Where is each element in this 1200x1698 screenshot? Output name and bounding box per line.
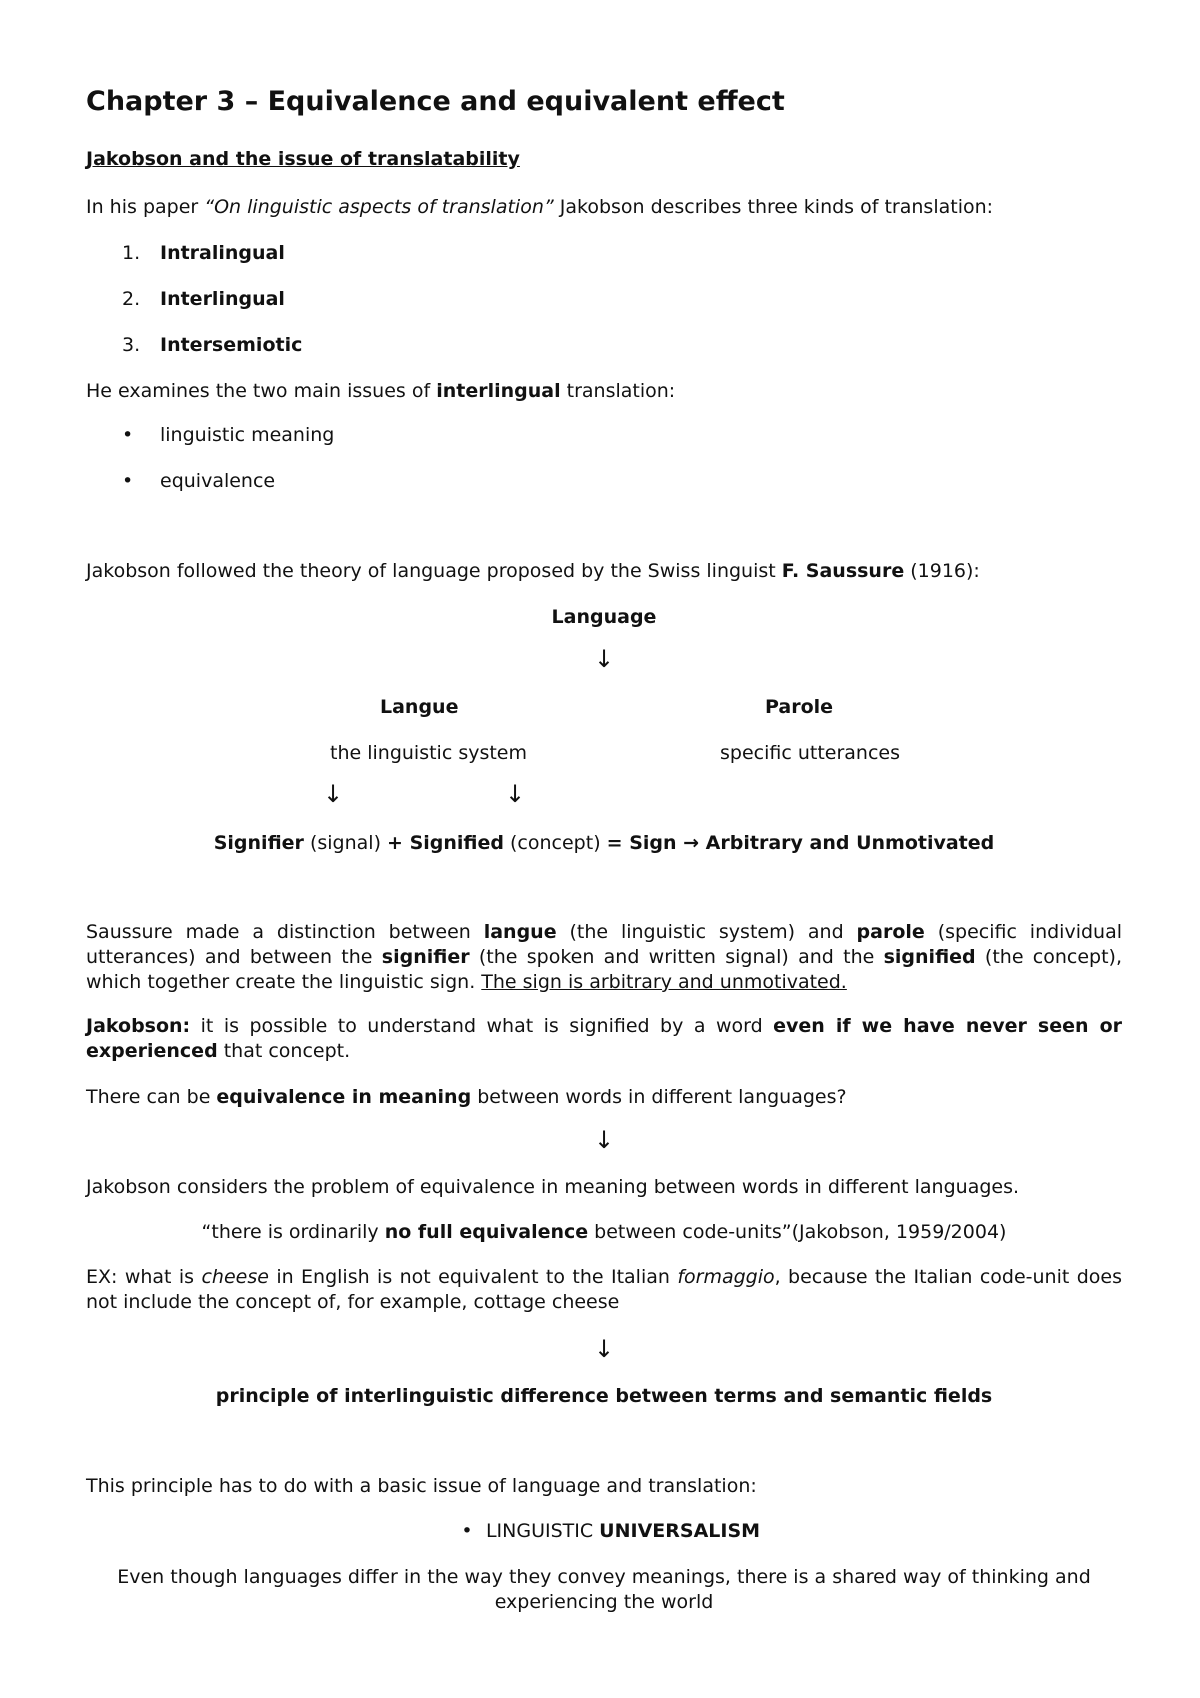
down-arrow-icon: ↓ [593,1126,615,1154]
diagram-sign-equation: Signifier (signal) + Signified (concept) = Sign → Arbitrary and Unmotivated [213,832,995,854]
chapter-title: Chapter 3 – Equivalence and equivalent effect [86,86,785,117]
down-arrow-icon: ↓ [593,1335,615,1363]
list-item-intersemiotic: 3. Intersemiotic [122,334,303,356]
bullet-icon: • [122,424,134,446]
saussure-paragraph: Saussure made a distinction between langue (the linguistic system) and parole (specific individual utterances) and between the signifier (the spoken and written signal) and the signified (the concept), which together create the linguistic sign. The sign is arbitrary and unmotivated. [86,921,1122,993]
intro-paragraph: In his paper “On linguistic aspects of translation” Jakobson describes three kinds of translation: [86,196,994,218]
diagram-language: Language [551,606,657,628]
basic-issue-line: This principle has to do with a basic issue of language and translation: [86,1475,757,1497]
universalism-bullet: • LINGUISTIC UNIVERSALISM [86,1519,1122,1544]
down-arrow-icon: ↓ [505,780,526,808]
bullet-icon: • [461,1520,473,1542]
diagram-langue: Langue [380,696,459,718]
jakobson-paragraph: Jakobson: it is possible to understand what is signified by a word even if we have never seen or experienced that concept. [86,1015,1123,1062]
bullet-equivalence: • equivalence [122,470,276,492]
considers-line: Jakobson considers the problem of equivalence in meaning between words in different languages. [86,1176,1020,1198]
list-item-interlingual: 2. Interlingual [122,288,285,310]
bullet-icon: • [122,470,134,492]
equivalence-question: There can be equivalence in meaning between words in different languages? [86,1086,847,1108]
jakobson-quote: “there is ordinarily no full equivalence between code-units”(Jakobson, 1959/2004) [201,1221,1007,1243]
bullet-linguistic-meaning: • linguistic meaning [122,424,335,446]
principle-line: principle of interlinguistic difference between terms and semantic fields [215,1385,993,1407]
conclusion-line-1: Even though languages differ in the way they convey meanings, there is a shared way of thinking and [117,1566,1091,1588]
diagram-langue-desc: the linguistic system [330,742,528,764]
diagram-parole: Parole [765,696,834,718]
down-arrow-icon: ↓ [593,645,615,673]
down-arrow-icon: ↓ [323,780,344,808]
section-subheading: Jakobson and the issue of translatability [86,148,520,170]
example-paragraph: EX: what is cheese in English is not equivalent to the Italian formaggio, because the Italian code-unit does not include the concept of, for example, cottage cheese [86,1266,1122,1313]
conclusion-line-2: experiencing the world [494,1591,714,1613]
list-item-intralingual: 1. Intralingual [122,242,285,264]
diagram-parole-desc: specific utterances [720,742,900,764]
issues-intro: He examines the two main issues of interlingual translation: [86,380,676,402]
saussure-intro: Jakobson followed the theory of language proposed by the Swiss linguist F. Saussure (1916): [86,560,980,582]
